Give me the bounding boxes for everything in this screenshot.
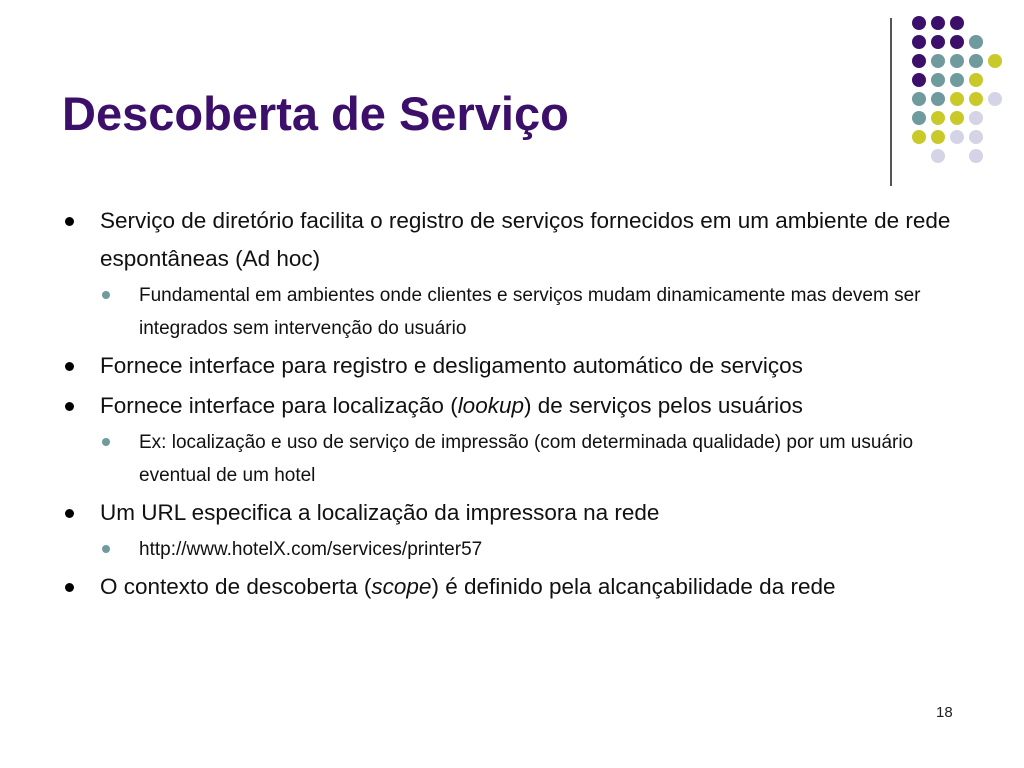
bullet-text (100, 574, 836, 599)
grid-dot (912, 54, 926, 68)
bullet-text (100, 393, 803, 418)
sub-bullet-icon (102, 438, 110, 446)
sub-bullet-item (62, 533, 962, 566)
bullet-item (62, 494, 962, 532)
vertical-divider (890, 18, 892, 186)
grid-dot (931, 16, 945, 30)
bullet-text: Serviço de diretório facilita o registro de serviços fornecidos em um ambiente de rede espontâneas (Ad hoc) (100, 208, 951, 271)
bullet-icon (65, 217, 74, 226)
grid-dot (950, 73, 964, 87)
decorative-dot-grid (0, 0, 1024, 170)
bullet-text-pre: O contexto de descoberta ( (100, 574, 372, 599)
bullet-text-post: ) é definido pela alcançabilidade da rede (431, 574, 836, 599)
slide-title: Descoberta de Serviço (62, 87, 569, 140)
sub-bullet-icon (102, 291, 110, 299)
bullet-item (62, 568, 962, 606)
grid-dot (969, 92, 983, 106)
grid-dot (912, 130, 926, 144)
grid-dot (969, 149, 983, 163)
grid-dot (931, 130, 945, 144)
bullet-text-post: ) de serviços pelos usuários (524, 393, 803, 418)
grid-dot (950, 35, 964, 49)
bullet-icon (65, 402, 74, 411)
bullet-text: Fornece interface para registro e desligamento automático de serviços (100, 353, 803, 378)
page-number: 18 (936, 704, 953, 721)
grid-dot (931, 111, 945, 125)
grid-dot (912, 73, 926, 87)
grid-dot (950, 130, 964, 144)
sub-bullet-icon (102, 545, 110, 553)
grid-dot (931, 92, 945, 106)
url-text: http://www.hotelX.com/services/printer57 (139, 539, 483, 560)
grid-dot (969, 35, 983, 49)
grid-dot (969, 111, 983, 125)
bullet-item (62, 202, 962, 278)
grid-dot (988, 54, 1002, 68)
sub-bullet-text: Ex: localização e uso de serviço de impressão (com determinada qualidade) por um usuário eventual de um hotel (139, 432, 914, 486)
grid-dot (969, 54, 983, 68)
sub-bullet-text: Fundamental em ambientes onde clientes e serviços mudam dinamicamente mas devem ser integrados sem intervenção do usuário (139, 285, 921, 339)
bullet-list (62, 200, 962, 606)
grid-dot (969, 130, 983, 144)
grid-dot (950, 16, 964, 30)
grid-dot (931, 149, 945, 163)
bullet-text-pre: Fornece interface para localização ( (100, 393, 458, 418)
grid-dot (988, 92, 1002, 106)
bullet-icon (65, 362, 74, 371)
grid-dot (931, 73, 945, 87)
grid-dot (950, 54, 964, 68)
sub-bullet-item (62, 279, 962, 345)
grid-dot (912, 16, 926, 30)
bullet-text: Um URL especifica a localização da impressora na rede (100, 500, 660, 525)
grid-dot (950, 111, 964, 125)
sub-bullet-item (62, 426, 962, 492)
grid-dot (931, 35, 945, 49)
bullet-item (62, 387, 962, 425)
grid-dot (912, 92, 926, 106)
grid-dot (931, 54, 945, 68)
grid-dot (969, 73, 983, 87)
bullet-icon (65, 509, 74, 518)
bullet-icon (65, 583, 74, 592)
bullet-text-emphasis: lookup (457, 393, 524, 418)
grid-dot (912, 35, 926, 49)
grid-dot (950, 92, 964, 106)
grid-dot (912, 111, 926, 125)
bullet-item (62, 347, 962, 385)
bullet-text-emphasis: scope (371, 574, 432, 599)
